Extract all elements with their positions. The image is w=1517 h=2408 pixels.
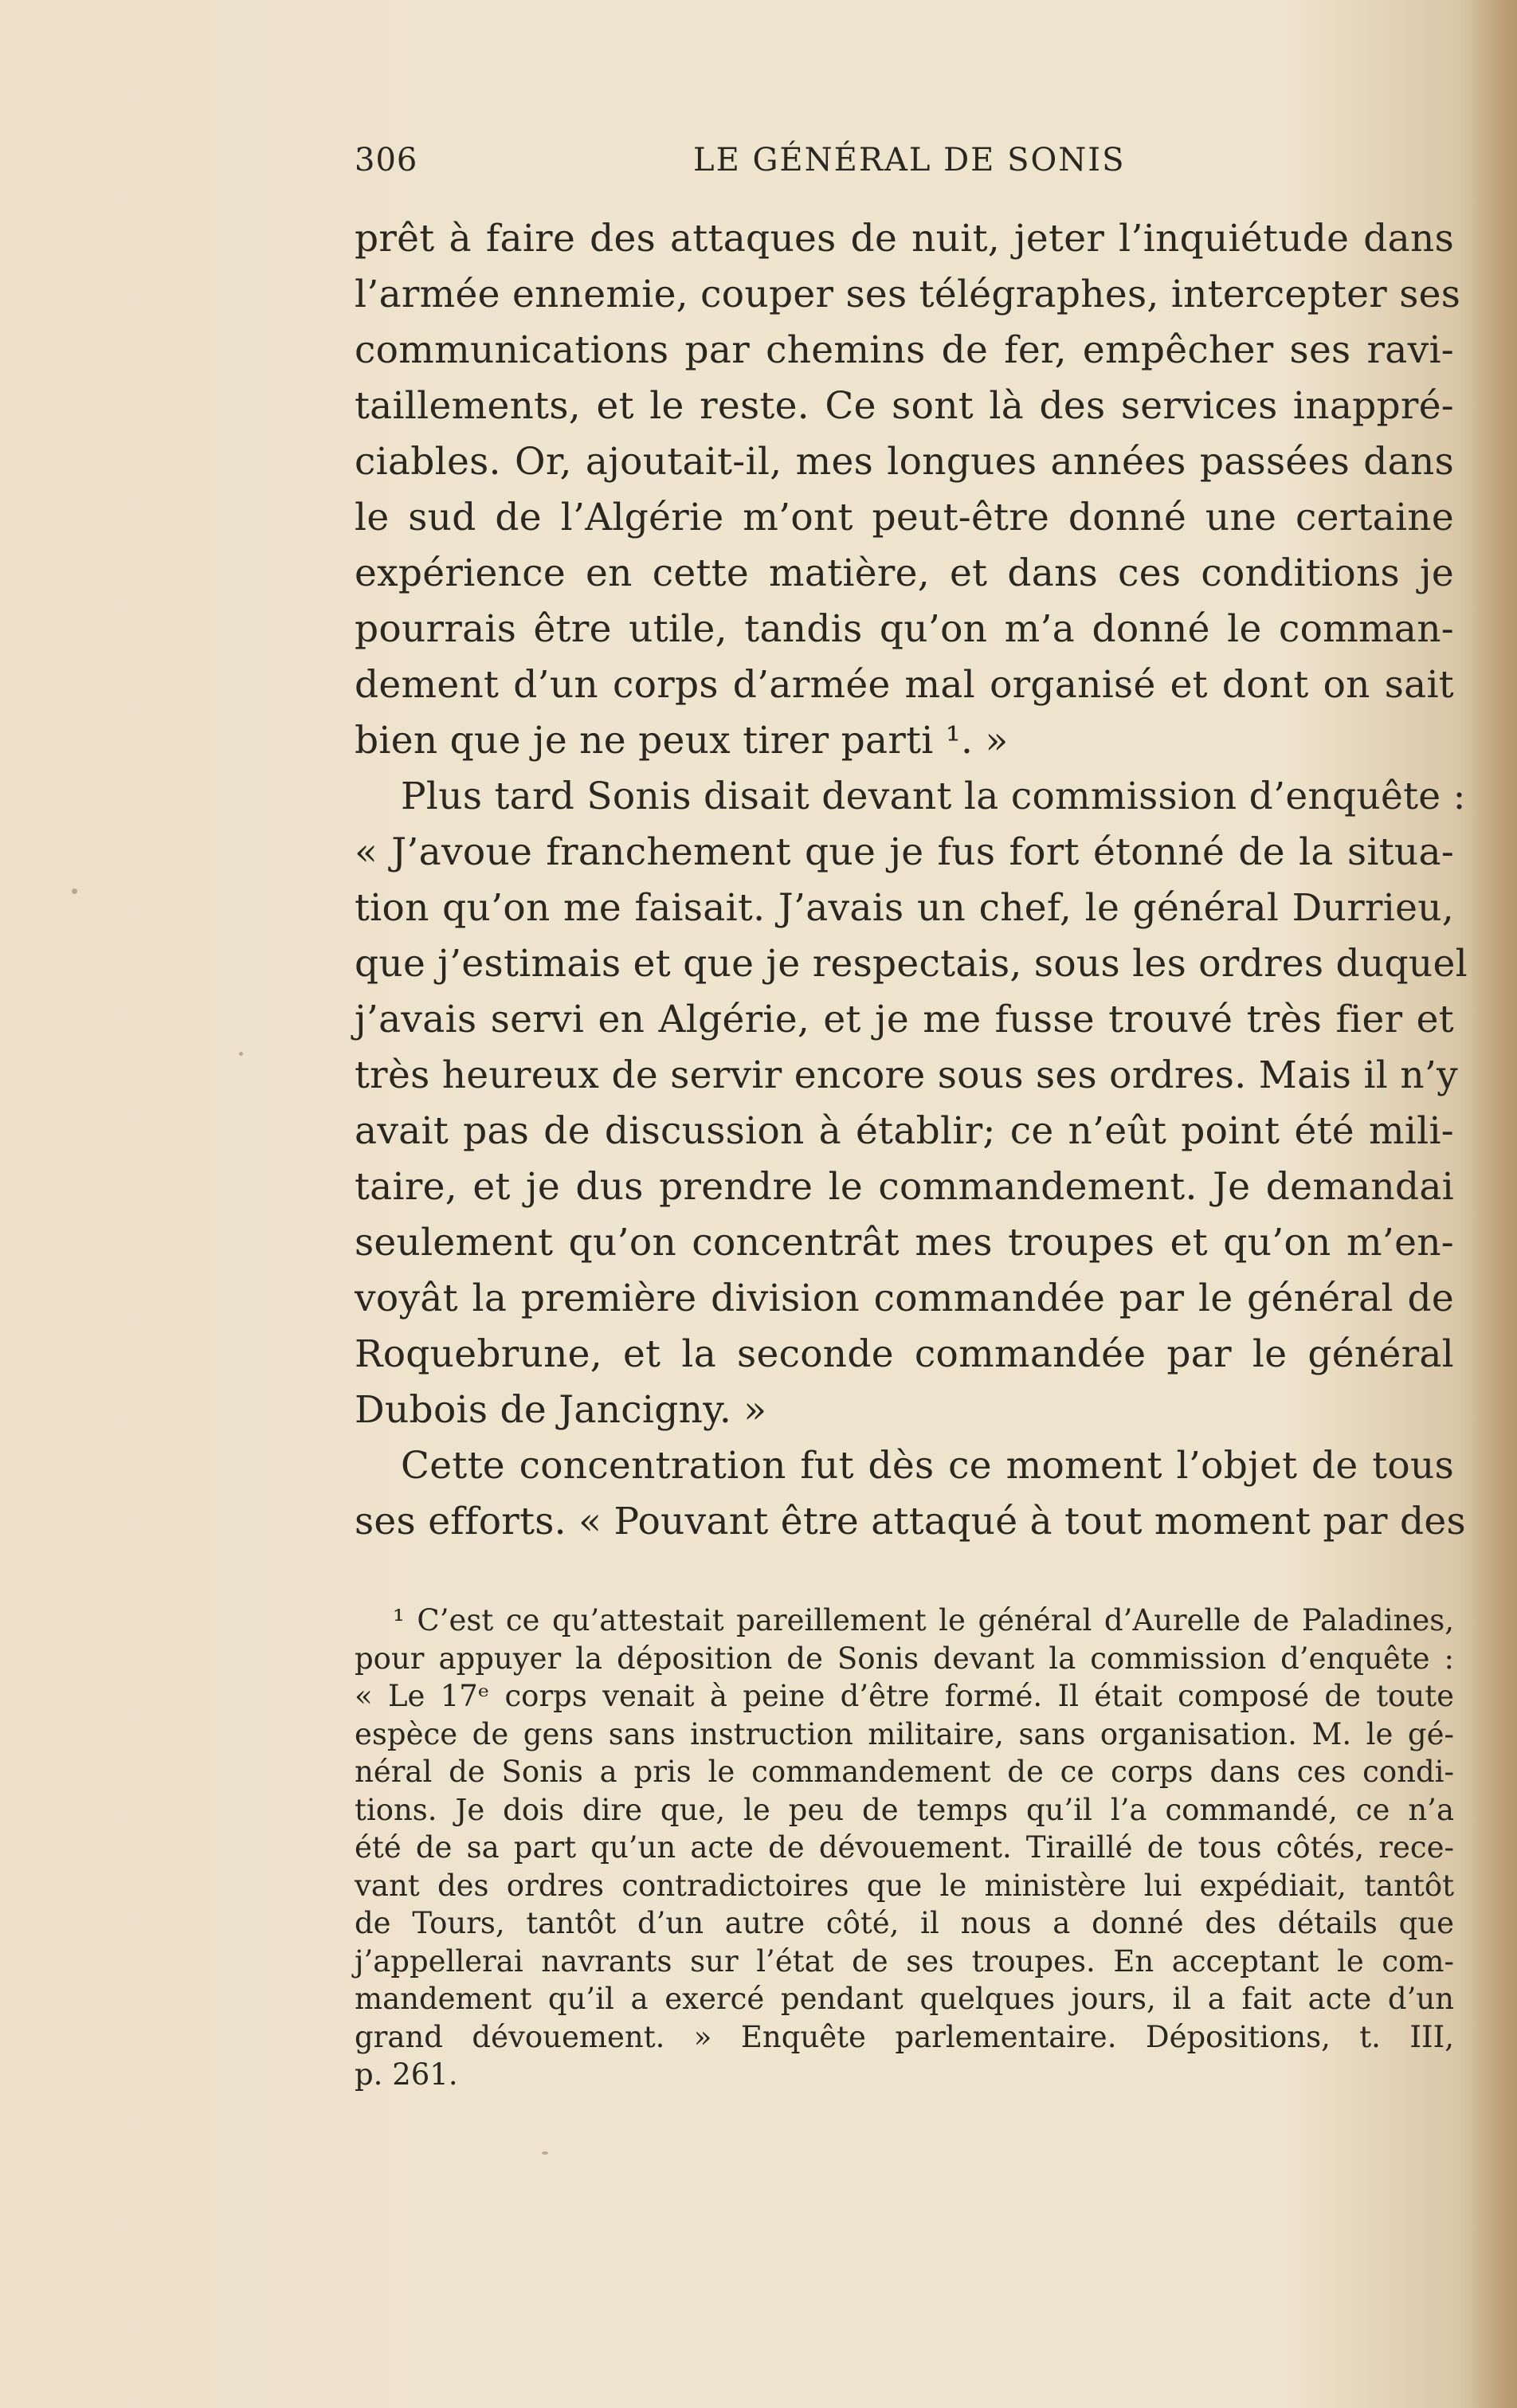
footnote-line: tions. Je dois dire que, le peu de temps qu’il l’a commandé, ce n’a: [355, 1792, 1454, 1827]
text-line: Dubois de Jancigny. »: [355, 1388, 767, 1432]
text-line: Roquebrune, et la seconde commandée par le général: [355, 1332, 1454, 1376]
page-edge-shadow: [1469, 0, 1517, 2408]
text-line: avait pas de discussion à établir; ce n’eût point été mili-: [355, 1109, 1454, 1153]
main-text: [355, 211, 1468, 1550]
text-line: « J’avoue franchement que je fus fort étonné de la situa-: [355, 830, 1454, 874]
page-header: [355, 142, 1454, 190]
paper-speck: [542, 2151, 548, 2155]
text-line: taire, et je dus prendre le commandement. Je demandai: [355, 1165, 1454, 1209]
text-line: expérience en cette matière, et dans ces conditions je: [355, 551, 1454, 595]
text-line: le sud de l’Algérie m’ont peut-être donné une certaine: [355, 496, 1454, 539]
footnote-line: espèce de gens sans instruction militaire, sans organisation. M. le gé-: [355, 1716, 1454, 1751]
page-number: 306: [355, 142, 418, 178]
text-line: l’armée ennemie, couper ses télégraphes, intercepter ses: [355, 273, 1461, 316]
running-title: LE GÉNÉRAL DE SONIS: [693, 142, 1126, 178]
text-line: seulement qu’on concentrât mes troupes et qu’on m’en-: [355, 1221, 1454, 1265]
paper-speck: [72, 888, 77, 894]
text-line: pourrais être utile, tandis qu’on m’a donné le comman-: [355, 607, 1454, 651]
footnote-line: pour appuyer la déposition de Sonis devant la commission d’enquête :: [355, 1641, 1454, 1676]
text-line: communications par chemins de fer, empêcher ses ravi-: [355, 328, 1454, 372]
text-line: très heureux de servir encore sous ses ordres. Mais il n’y: [355, 1053, 1459, 1097]
footnote: [355, 1602, 1454, 2094]
text-line: voyât la première division commandée par le général de: [355, 1277, 1454, 1320]
text-line: ses efforts. « Pouvant être attaqué à tout moment par des: [355, 1500, 1466, 1543]
paper-speck: [239, 1052, 243, 1056]
footnote-line: p. 261.: [355, 2057, 458, 2092]
footnote-line: j’appellerai navrants sur l’état de ses troupes. En acceptant le com-: [355, 1943, 1454, 1979]
text-line: Cette concentration fut dès ce moment l’objet de tous: [401, 1444, 1454, 1488]
text-line: j’avais servi en Algérie, et je me fusse trouvé très fier et: [355, 998, 1454, 1041]
text-line: Plus tard Sonis disait devant la commission d’enquête :: [401, 775, 1466, 818]
text-line: taillements, et le reste. Ce sont là des services inappré-: [355, 384, 1454, 428]
text-line: dement d’un corps d’armée mal organisé et dont on sait: [355, 663, 1454, 707]
footnote-line: de Tours, tantôt d’un autre côté, il nous a donné des détails que: [355, 1906, 1454, 1940]
text-line: bien que je ne peux tirer parti ¹. »: [355, 719, 1009, 763]
footnote-line: vant des ordres contradictoires que le ministère lui expédiait, tantôt: [355, 1868, 1454, 1903]
text-line: tion qu’on me faisait. J’avais un chef, le général Durrieu,: [355, 886, 1454, 930]
text-line: ciables. Or, ajoutait-il, mes longues années passées dans: [355, 440, 1454, 484]
footnote-line: néral de Sonis a pris le commandement de ce corps dans ces condi-: [355, 1755, 1454, 1789]
text-line: que j’estimais et que je respectais, sous les ordres duquel: [355, 942, 1468, 986]
footnote-line: mandement qu’il a exercé pendant quelques jours, il a fait acte d’un: [355, 1982, 1454, 2016]
footnote-line: « Le 17ᵉ corps venait à peine d’être formé. Il était composé de toute: [355, 1679, 1454, 1713]
footnote-line: ¹ C’est ce qu’attestait pareillement le général d’Aurelle de Paladines,: [393, 1603, 1454, 1637]
footnote-line: grand dévouement. » Enquête parlementaire. Dépositions, t. III,: [355, 2019, 1454, 2054]
text-line: prêt à faire des attaques de nuit, jeter l’inquiétude dans: [355, 217, 1454, 261]
footnote-line: été de sa part qu’un acte de dévouement. Tiraillé de tous côtés, rece-: [355, 1830, 1454, 1865]
